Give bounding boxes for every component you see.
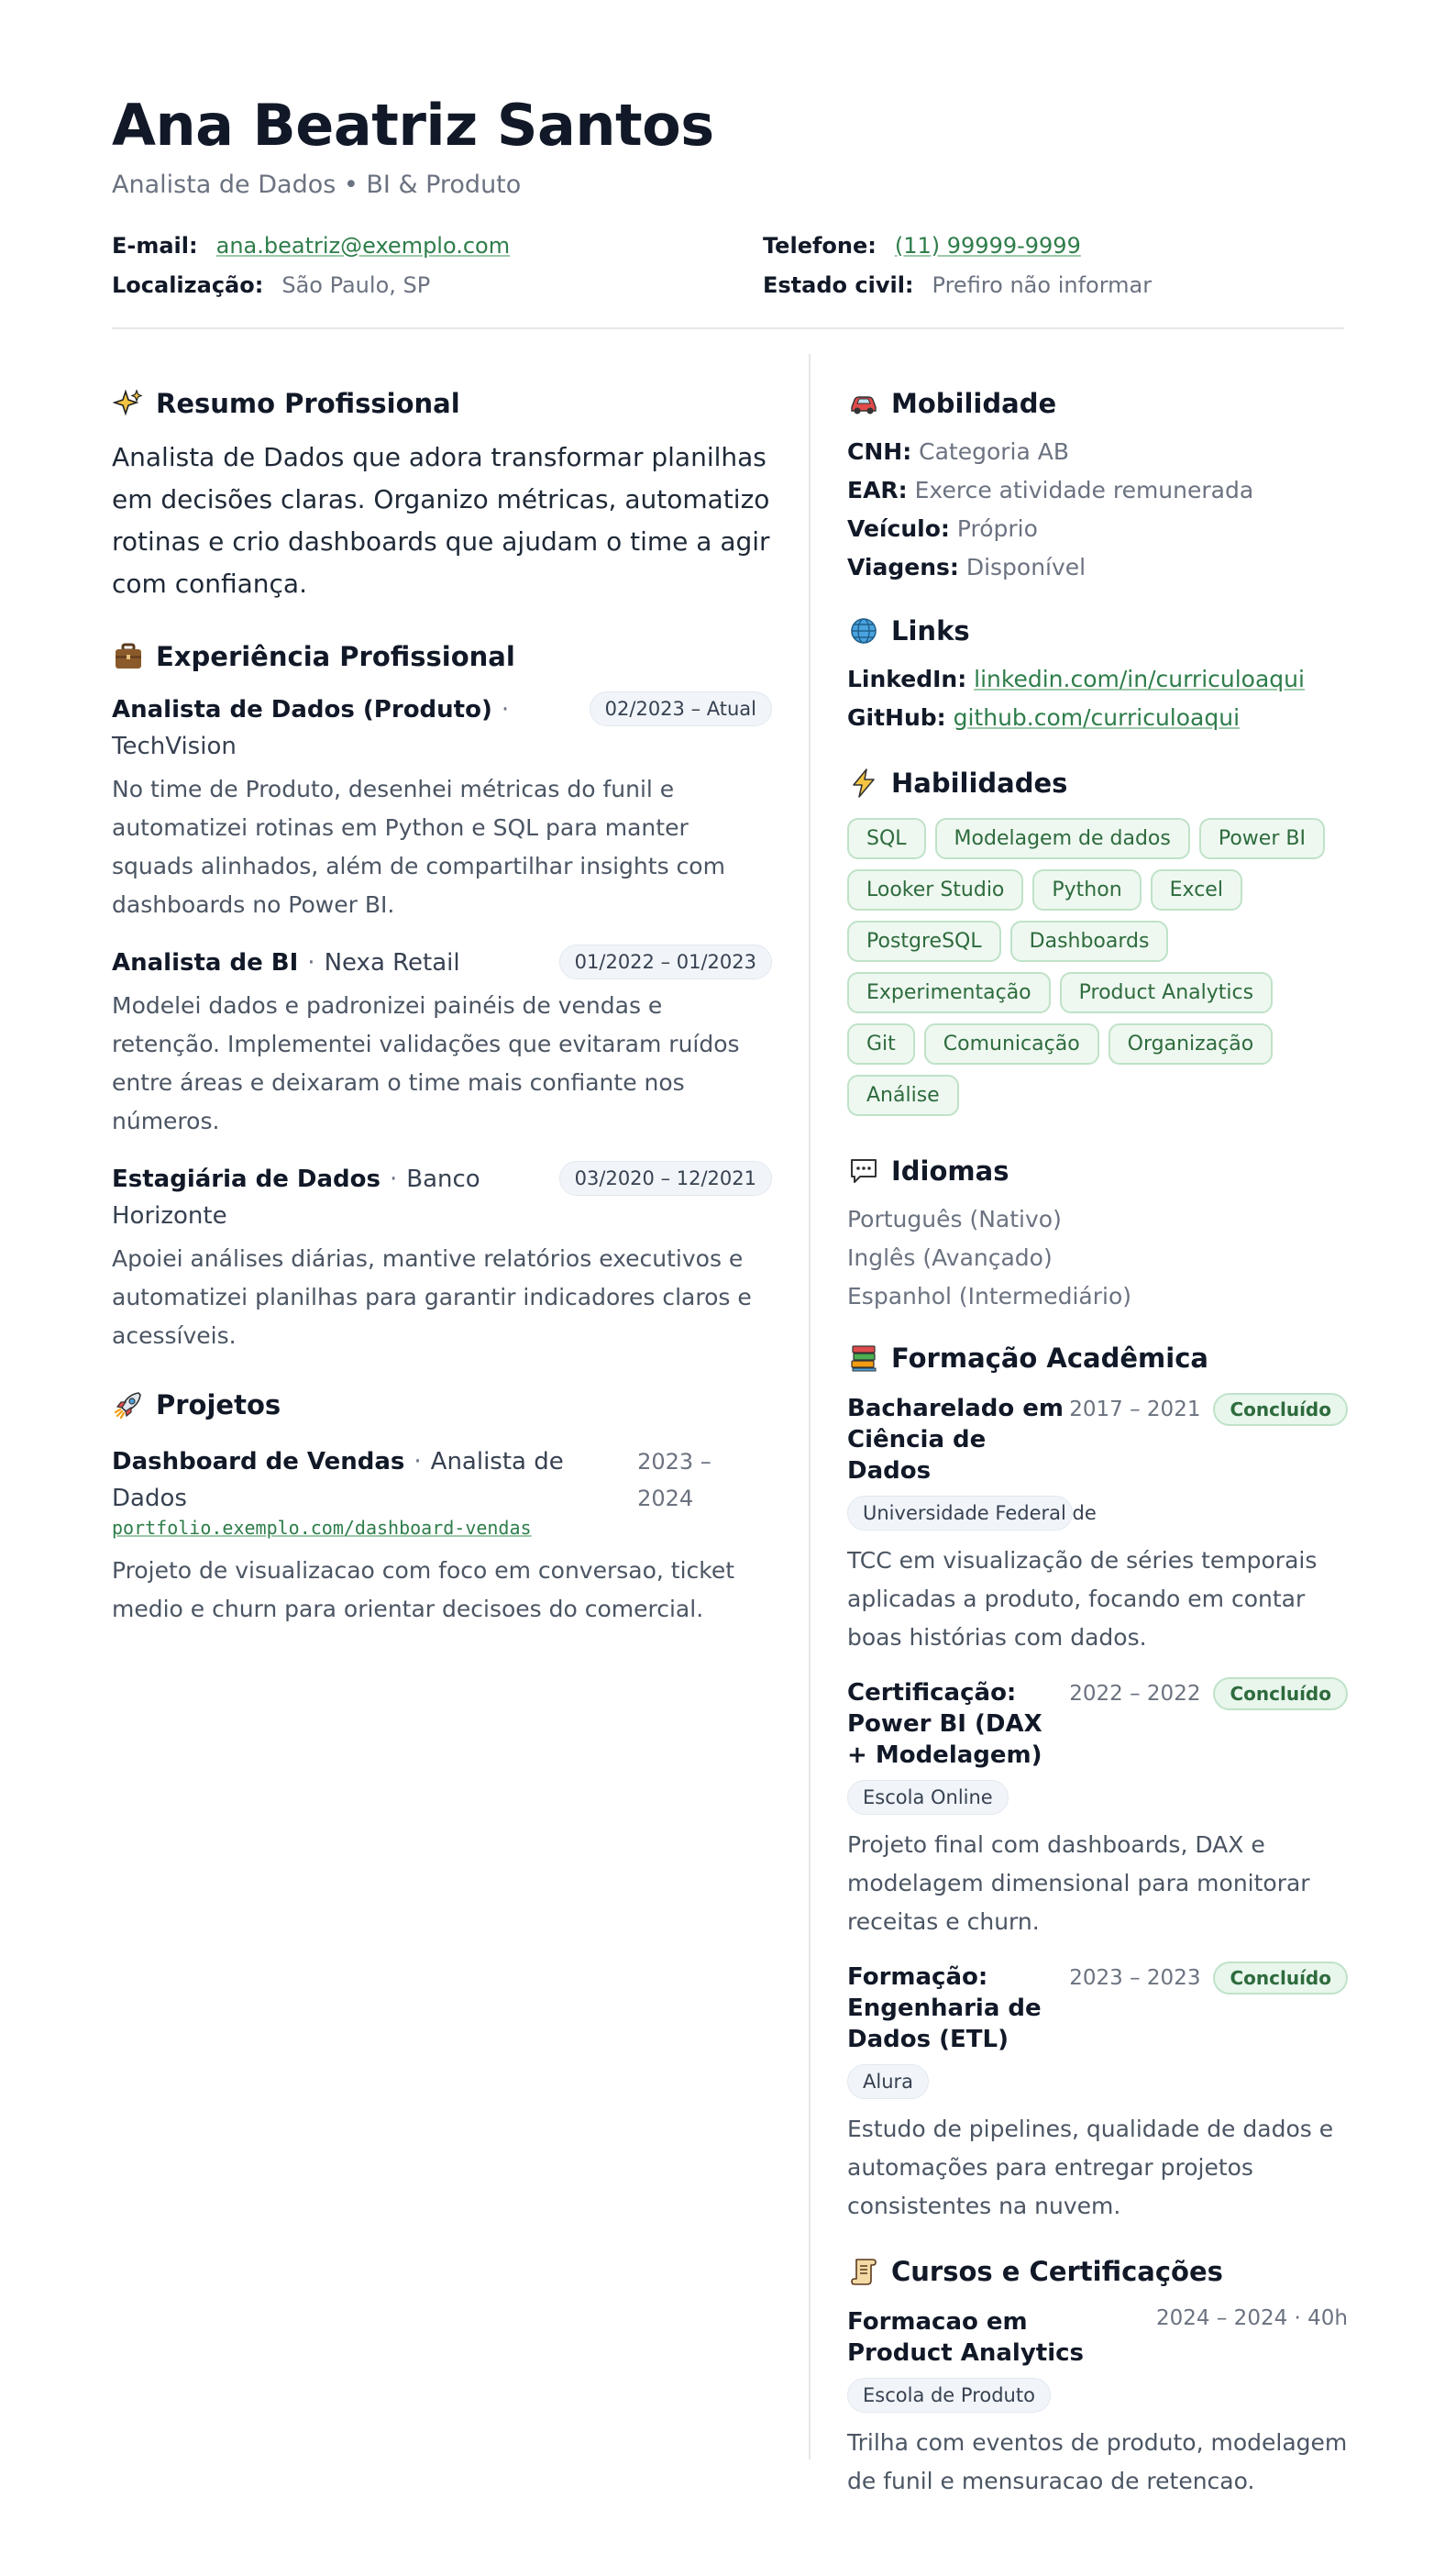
marital-label: Estado civil: [763, 272, 914, 298]
candidate-subtitle: Analista de Dados • BI & Produto [112, 171, 522, 199]
skill-tag: SQL [847, 818, 926, 859]
job-description: Apoiei análises diárias, mantive relatórios executivos e automatizei planilhas para garantir indicadores claros e acessíveis. [112, 1245, 752, 1349]
github-row: GitHub: github.com/curriculoaqui [847, 704, 1241, 731]
job-company: TechVision [112, 733, 237, 760]
skill-tag: PostgreSQL [847, 921, 1001, 962]
course-date: 2024 – 2024 · 40h [1156, 2306, 1348, 2330]
courses-heading [847, 2253, 1348, 2290]
contact-marital [763, 272, 1152, 298]
skill-tag: Organização [1109, 1023, 1274, 1065]
contact-phone [763, 233, 1081, 259]
education-title: Formação Acadêmica [891, 1343, 1208, 1374]
job-entry: Analista de Dados (Produto) · TechVision 02/2023 – Atual No time de Produto, desenhei métricas do funil e automatizei rotinas em Python e SQL para manter squads alinhados, além de compartilhar insights com dashboards no Power BI. [112, 691, 772, 924]
job-description: Modelei dados e padronizei painéis de vendas e retenção. Implementei validações que evitaram ruídos entre áreas e deixaram o time mais confiante nos números. [112, 992, 740, 1134]
language-item: Português (Nativo) [847, 1206, 1062, 1232]
skill-tag: Python [1032, 869, 1141, 911]
education-description: Estudo de pipelines, qualidade de dados e automações para entregar projetos consistentes na nuvem. [847, 2116, 1334, 2219]
linkedin-link[interactable]: linkedin.com/in/curriculoaqui [974, 666, 1305, 692]
candidate-name: Ana Beatriz Santos [112, 92, 714, 159]
right-column [847, 385, 1348, 2501]
skill-tag: Comunicação [924, 1023, 1099, 1065]
lightning-icon [847, 767, 880, 800]
education-title: Certificação: Power BI (DAX + Modelagem) [847, 1679, 1042, 1769]
header-divider [112, 327, 1344, 329]
skills-list [847, 818, 1348, 1116]
skill-tag: Excel [1151, 869, 1242, 911]
education-title: Formação: Engenharia de Dados (ETL) [847, 1963, 1042, 2053]
job-date-badge: 02/2023 – Atual [590, 691, 772, 726]
institution-badge: Escola de Produto [847, 2378, 1051, 2413]
course-title: Formacao em Product Analytics [847, 2308, 1085, 2367]
status-badge: Concluído [1213, 1962, 1348, 1995]
education-description: TCC em visualização de séries temporais aplicadas a produto, focando em contar boas histórias com dados. [847, 1547, 1318, 1651]
education-entry [847, 1962, 1348, 2226]
summary-title: Resumo Profissional [156, 388, 460, 419]
institution-badge: Alura [847, 2064, 929, 2099]
education-heading [847, 1340, 1348, 1376]
experience-heading [112, 638, 772, 675]
github-link[interactable]: github.com/curriculoaqui [953, 704, 1241, 731]
skill-tag: Análise [847, 1075, 959, 1116]
email-link[interactable]: ana.beatriz@exemplo.com [215, 233, 511, 259]
job-role: Analista de Dados (Produto) [112, 696, 492, 724]
project-link[interactable]: portfolio.exemplo.com/dashboard-vendas [112, 1517, 532, 1539]
institution-badge: Universidade Federal de [847, 1496, 1073, 1531]
location-value: São Paulo, SP [281, 272, 431, 298]
links-heading [847, 613, 1348, 649]
language-item: Espanhol (Intermediário) [847, 1283, 1132, 1310]
skill-tag: Looker Studio [847, 869, 1023, 911]
experience-title: Experiência Profissional [156, 641, 515, 672]
education-title: Bacharelado em Ciência de Dados [847, 1395, 1064, 1485]
projects-title: Projetos [156, 1389, 281, 1420]
institution-badge: Escola Online [847, 1780, 1009, 1815]
phone-link[interactable]: (11) 99999-9999 [894, 233, 1081, 259]
job-entry: Analista de BI · Nexa Retail 01/2022 – 01/2023 Modelei dados e padronizei painéis de vendas e retenção. Implementei validações que evitaram ruídos entre áreas e deixaram o time mais confiante nos números. [112, 945, 772, 1141]
status-badge: Concluído [1213, 1677, 1348, 1710]
project-name: Dashboard de Vendas [112, 1448, 405, 1475]
status-badge: Concluído [1213, 1393, 1348, 1426]
projects-heading [112, 1387, 772, 1423]
links-title: Links [891, 615, 970, 647]
project-entry: Dashboard de Vendas · Analista de Dados 2023 – 2024 portfolio.exemplo.com/dashboard-vendas Projeto de visualizacao com foco em conversao, ticket medio e churn para orientar decisoes do comercial. [112, 1443, 772, 1629]
scroll-icon [847, 2255, 880, 2288]
education-date: 2022 – 2022 [1069, 1682, 1201, 1706]
course-description: Trilha com eventos de produto, modelagem de funil e mensuracao de retencao. [847, 2429, 1348, 2494]
language-item: Inglês (Avançado) [847, 1244, 1053, 1271]
books-icon [847, 1342, 880, 1375]
job-company: Banco Horizonte [112, 1166, 480, 1230]
education-entry [847, 1677, 1348, 1941]
skill-tag: Modelagem de dados [935, 818, 1190, 859]
skill-tag: Dashboards [1010, 921, 1169, 962]
speech-bubble-icon [847, 1155, 880, 1188]
phone-label: Telefone: [763, 233, 877, 259]
skills-heading [847, 765, 1348, 801]
education-description: Projeto final com dashboards, DAX e modelagem dimensional para monitorar receitas e churn. [847, 1831, 1310, 1935]
skill-tag: Experimentação [847, 972, 1051, 1013]
job-date-badge: 03/2020 – 12/2021 [559, 1161, 772, 1196]
course-entry [847, 2306, 1348, 2501]
contact-email [112, 233, 510, 259]
education-entry [847, 1393, 1348, 1657]
education-date: 2023 – 2023 [1069, 1966, 1201, 1990]
summary-text: Analista de Dados que adora transformar planilhas em decisões claras. Organizo métricas, automatizo rotinas e crio dashboards que ajudam o time a agir com confiança. [112, 442, 770, 599]
job-entry: Estagiária de Dados · Banco Horizonte 03/2020 – 12/2021 Apoiei análises diárias, mantive relatórios executivos e automatizei planilhas para garantir indicadores claros e acessíveis. [112, 1161, 772, 1355]
summary-heading [112, 385, 772, 422]
job-company: Nexa Retail [324, 949, 460, 977]
column-divider [809, 354, 811, 2459]
job-description: No time de Produto, desenhei métricas do funil e automatizei rotinas em Python e SQL para manter squads alinhados, além de compartilhar insights com dashboards no Power BI. [112, 776, 725, 918]
skill-tag: Product Analytics [1060, 972, 1273, 1013]
email-label: E-mail: [112, 233, 198, 259]
job-role: Estagiária de Dados [112, 1166, 381, 1193]
location-label: Localização: [112, 272, 264, 298]
mobility-title: Mobilidade [891, 388, 1057, 419]
languages-heading [847, 1153, 1348, 1189]
marital-value: Prefiro não informar [932, 272, 1153, 298]
languages-title: Idiomas [891, 1155, 1009, 1187]
job-role: Analista de BI [112, 949, 299, 977]
car-icon [847, 387, 880, 420]
courses-title: Cursos e Certificações [891, 2256, 1223, 2287]
mobility-heading [847, 385, 1348, 422]
mobility-travel: Viagens: Disponível [847, 554, 1086, 580]
mobility-ear: EAR: Exerce atividade remunerada [847, 477, 1254, 503]
rocket-icon [112, 1388, 145, 1421]
skill-tag: Power BI [1199, 818, 1325, 859]
skill-tag: Git [847, 1023, 915, 1065]
linkedin-row: LinkedIn: linkedin.com/in/curriculoaqui [847, 666, 1305, 692]
project-role: Analista de Dados [112, 1448, 564, 1512]
mobility-cnh: CNH: Categoria AB [847, 438, 1070, 465]
project-date: 2023 – 2024 [637, 1449, 711, 1511]
job-date-badge: 01/2022 – 01/2023 [559, 945, 772, 979]
sparkles-icon [112, 387, 145, 420]
globe-icon [847, 614, 880, 647]
skills-title: Habilidades [891, 768, 1068, 799]
mobility-vehicle: Veículo: Próprio [847, 515, 1038, 542]
briefcase-icon [112, 640, 145, 673]
left-column [112, 385, 772, 1629]
education-date: 2017 – 2021 [1069, 1398, 1201, 1421]
project-description: Projeto de visualizacao com foco em conversao, ticket medio e churn para orientar decisoes do comercial. [112, 1557, 735, 1622]
contact-location [112, 272, 430, 298]
